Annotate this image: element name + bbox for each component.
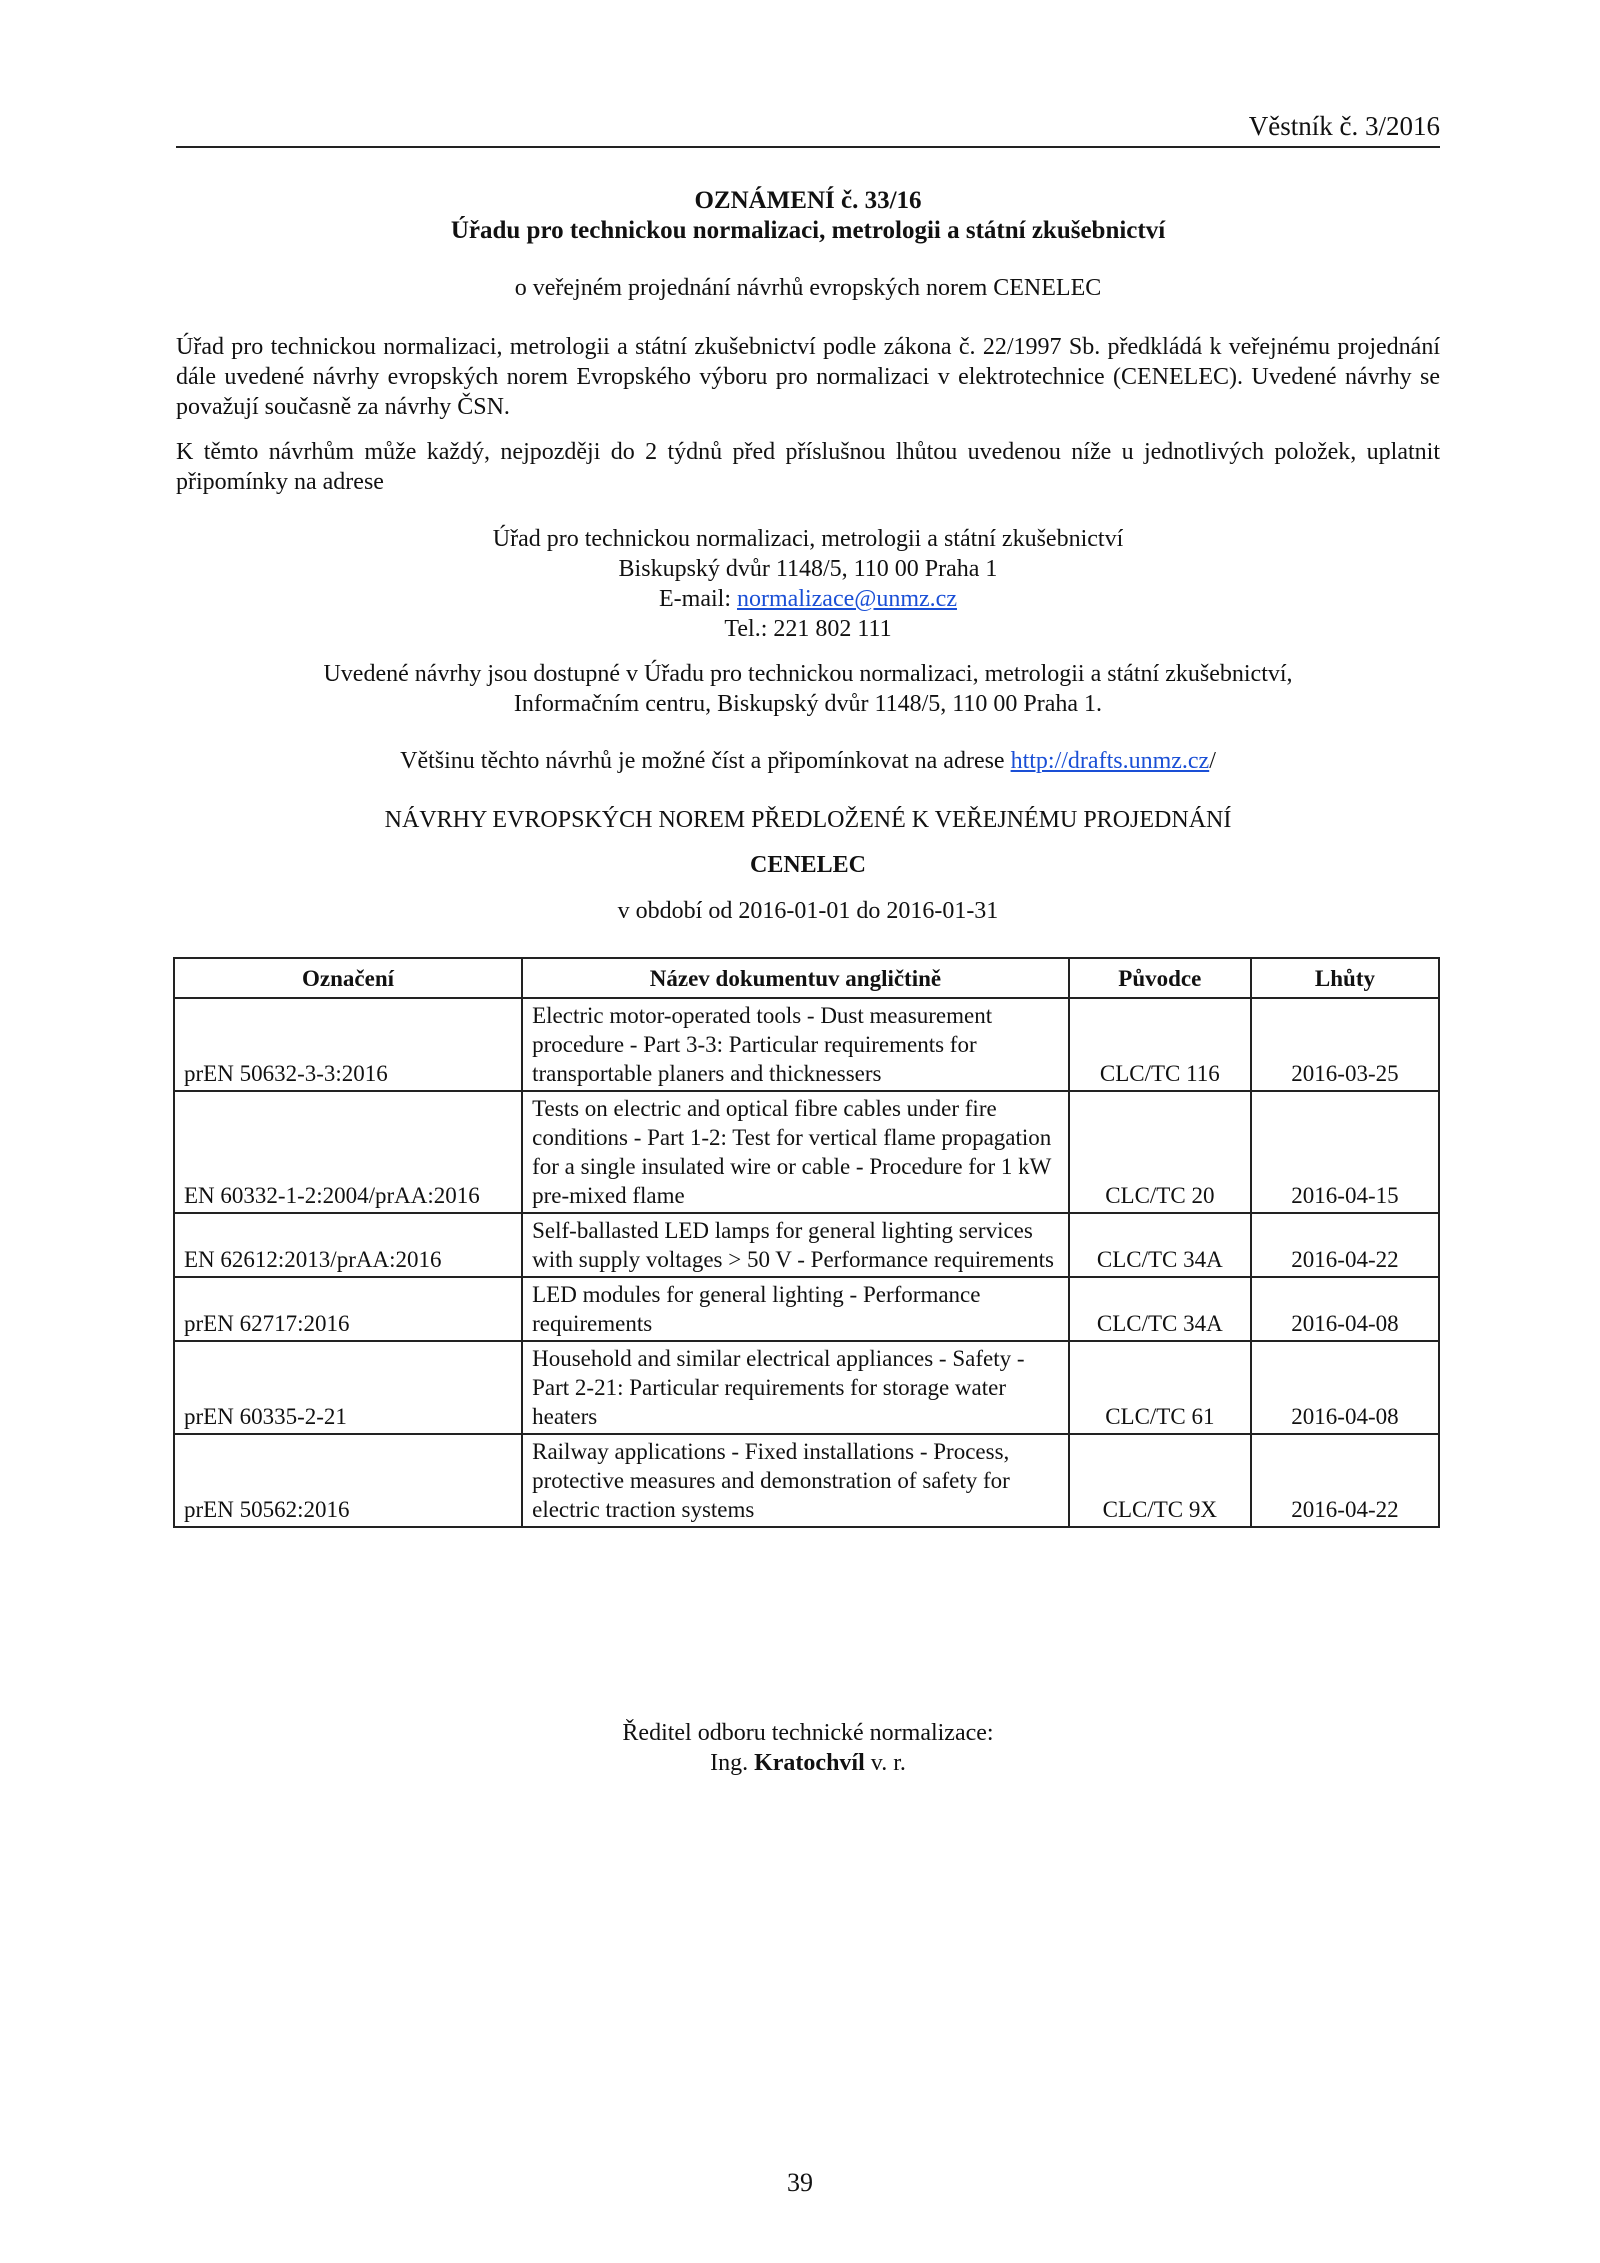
web-prefix: Většinu těchto návrhů je možné číst a připomínkovat na adrese <box>400 748 1011 774</box>
row-origin: CLC/TC 9X <box>1069 1434 1251 1527</box>
address-street: Biskupský dvůr 1148/5, 110 00 Praha 1 <box>618 556 998 582</box>
signature-name: Kratochvíl <box>754 1750 865 1776</box>
table-row <box>174 1091 1439 1213</box>
row-code: EN 62612:2013/prAA:2016 <box>174 1213 522 1277</box>
row-title: LED modules for general lighting - Performance requirements <box>522 1277 1069 1341</box>
email-label: E-mail: <box>659 586 737 612</box>
journal-issue: Věstník č. 3/2016 <box>1248 111 1440 141</box>
row-code: prEN 50632-3-3:2016 <box>174 998 522 1091</box>
signature-suffix: v. r. <box>864 1750 906 1776</box>
row-origin: CLC/TC 116 <box>1069 998 1251 1091</box>
row-code: EN 60332-1-2:2004/prAA:2016 <box>174 1091 522 1213</box>
section-heading: NÁVRHY EVROPSKÝCH NOREM PŘEDLOŽENÉ K VEŘEJNÉMU PROJEDNÁNÍ <box>384 807 1232 833</box>
row-title: Tests on electric and optical fibre cables under fire conditions - Part 1-2: Test for vertical flame propagation for a single insulated wire or cable - Procedure for 1 kW pre-mixed flame <box>522 1091 1069 1213</box>
row-origin: CLC/TC 20 <box>1069 1091 1251 1213</box>
row-deadline: 2016-04-22 <box>1251 1434 1439 1527</box>
email-link[interactable]: normalizace@unmz.cz <box>737 586 957 612</box>
row-deadline: 2016-04-08 <box>1251 1341 1439 1434</box>
table-row <box>174 1341 1439 1434</box>
address-name: Úřad pro technickou normalizaci, metrologii a státní zkušebnictví <box>492 526 1124 552</box>
address-email-line <box>176 584 1440 614</box>
header-origin: Původce <box>1069 958 1251 998</box>
page-number: 39 <box>787 2168 813 2197</box>
availability-line-1: Uvedené návrhy jsou dostupné v Úřadu pro technickou normalizaci, metrologii a státní zkušebnictví, <box>323 661 1293 687</box>
availability-line-2: Informačním centru, Biskupský dvůr 1148/5, 110 00 Praha 1. <box>513 691 1103 717</box>
row-code: prEN 62717:2016 <box>174 1277 522 1341</box>
row-deadline: 2016-03-25 <box>1251 998 1439 1091</box>
row-title: Self-ballasted LED lamps for general lighting services with supply voltages > 50 V - Performance requirements <box>522 1213 1069 1277</box>
address-phone: Tel.: 221 802 111 <box>724 616 892 642</box>
row-title: Household and similar electrical appliances - Safety - Part 2-21: Particular requirements for storage water heaters <box>522 1341 1069 1434</box>
row-deadline: 2016-04-08 <box>1251 1277 1439 1341</box>
section-period: v období od 2016-01-01 do 2016-01-31 <box>617 898 999 924</box>
table-header-row <box>174 958 1439 998</box>
row-code: prEN 50562:2016 <box>174 1434 522 1527</box>
header-title: Název dokumentuv angličtině <box>522 958 1069 998</box>
row-title: Railway applications - Fixed installations - Process, protective measures and demonstration of safety for electric traction systems <box>522 1434 1069 1527</box>
row-title: Electric motor-operated tools - Dust measurement procedure - Part 3-3: Particular requirements for transportable planers and thicknessers <box>522 998 1069 1091</box>
table-row <box>174 1434 1439 1527</box>
row-deadline: 2016-04-22 <box>1251 1213 1439 1277</box>
row-origin: CLC/TC 34A <box>1069 1213 1251 1277</box>
row-origin: CLC/TC 34A <box>1069 1277 1251 1341</box>
drafts-link[interactable]: http://drafts.unmz.cz <box>1010 748 1210 774</box>
header-rule <box>176 146 1440 148</box>
section-org: CENELEC <box>749 852 867 878</box>
row-deadline: 2016-04-15 <box>1251 1091 1439 1213</box>
notice-authority: Úřadu pro technickou normalizaci, metrologii a státní zkušebnictví <box>450 217 1166 244</box>
table-row <box>174 1213 1439 1277</box>
header-deadline: Lhůty <box>1251 958 1439 998</box>
signature-prefix: Ing. <box>710 1750 755 1776</box>
signature-role: Ředitel odboru technické normalizace: <box>622 1720 994 1746</box>
notice-number: OZNÁMENÍ č. 33/16 <box>694 187 922 214</box>
table-row <box>174 998 1439 1091</box>
web-suffix: / <box>1209 748 1216 774</box>
row-code: prEN 60335-2-21 <box>174 1341 522 1434</box>
signature-line <box>176 1748 1440 1778</box>
address-block <box>176 524 1440 644</box>
comments-paragraph: K těmto návrhům může každý, nejpozději do 2 týdnů před příslušnou lhůtou uvedenou níže u jednotlivých položek, uplatnit připomínky na adrese <box>176 439 1440 495</box>
table-row <box>174 1277 1439 1341</box>
row-origin: CLC/TC 61 <box>1069 1341 1251 1434</box>
drafts-table <box>173 957 1440 1528</box>
web-line <box>176 746 1440 776</box>
intro-paragraph: Úřad pro technickou normalizaci, metrologii a státní zkušebnictví podle zákona č. 22/1997 Sb. předkládá k veřejnému projednání dále uvedené návrhy evropských norem Evropského výboru pro normalizaci v elektrotechnice (CENELEC). Uvedené návrhy se považují současně za návrhy ČSN. <box>176 334 1440 420</box>
header-code: Označení <box>174 958 522 998</box>
notice-subject: o veřejném projednání návrhů evropských norem CENELEC <box>514 275 1102 301</box>
